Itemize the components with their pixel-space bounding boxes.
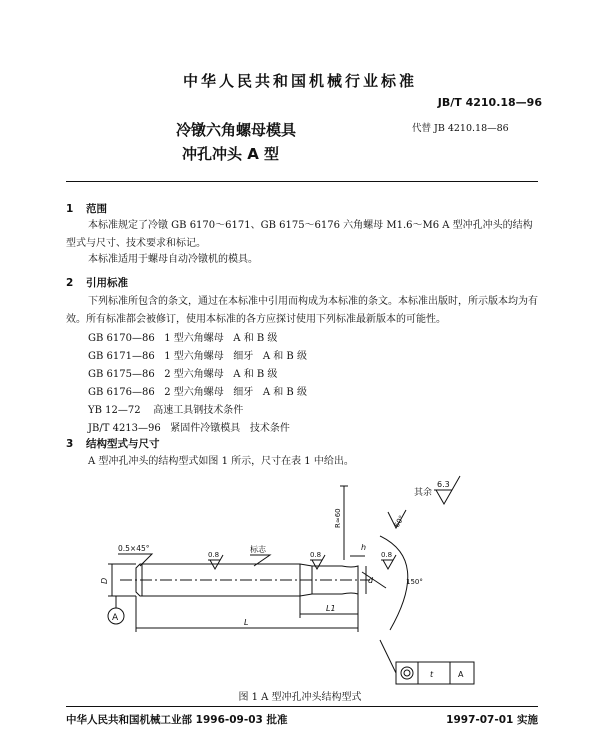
section-2-heading xyxy=(66,275,128,290)
figure-caption: 图 1 A 型冲孔冲头结构型式 xyxy=(238,692,362,703)
reference-item: GB 6170—86 1 型六角螺母 A 和 B 级 xyxy=(88,333,278,344)
angle-60-label: 60° xyxy=(392,514,406,529)
section-2-paragraph: 下列标准所包含的条文，通过在本标准中引用而构成为本标准的条文。本标准出版时，所示版本均为有效。所有标准都会被修订，使用本标准的各方应探讨使用下列标准最新版本的可能性。 xyxy=(66,296,538,325)
dim-h-label: h xyxy=(361,543,367,552)
reference-item: GB 6175—86 2 型六角螺母 A 和 B 级 xyxy=(88,369,278,380)
gtol-value: t xyxy=(430,670,434,679)
radius-label: R≈60 xyxy=(334,508,342,528)
section-title: 引用标准 xyxy=(86,277,128,289)
section-3-heading xyxy=(66,436,160,451)
replaces-note: 代替 JB 4210.18—86 xyxy=(412,123,509,134)
reference-item: JB/T 4213—96 紧固件冷镦模具 技术条件 xyxy=(88,423,290,434)
standard-number: JB/T 4210.18—96 xyxy=(437,96,542,109)
header-rule xyxy=(66,181,538,182)
footer-rule xyxy=(66,706,538,707)
datum-label: A xyxy=(112,613,119,623)
section-1-heading xyxy=(66,201,107,216)
rest-label: 其余 xyxy=(414,488,433,498)
section-number: 1 xyxy=(66,203,74,215)
implementation-note: 1997-07-01 实施 xyxy=(446,714,538,726)
dim-L1-label: L1 xyxy=(326,604,336,613)
approval-note: 中华人民共和国机械工业部 1996-09-03 批准 xyxy=(66,714,288,726)
roughness-value: 0.8 xyxy=(208,551,220,559)
org-title: 中华人民共和国机械行业标准 xyxy=(182,72,417,90)
section-number: 2 xyxy=(66,277,74,289)
gtol-datum: A xyxy=(458,670,464,679)
chamfer-label: 0.5×45° xyxy=(118,544,150,553)
section-1-paragraph-1: 本标准规定了冷镦 GB 6170～6171、GB 6175～6176 六角螺母 M1.6～M6 A 型冲孔冲头的结构型式与尺寸、技术要求和标记。 xyxy=(66,220,533,249)
section-title: 结构型式与尺寸 xyxy=(86,438,160,450)
document-subtitle: 冲孔冲头 A 型 xyxy=(182,145,280,163)
reference-item: GB 6176—86 2 型六角螺母 细牙 A 和 B 级 xyxy=(88,387,307,398)
document-title: 冷镦六角螺母模具 xyxy=(176,121,297,139)
dim-d-label: d xyxy=(368,576,374,585)
section-1-paragraph-2: 本标准适用于螺母自动冷镦机的模具。 xyxy=(88,254,258,265)
section-number: 3 xyxy=(66,438,74,450)
rest-roughness-value: 6.3 xyxy=(437,480,450,489)
roughness-value: 0.8 xyxy=(381,551,393,559)
dim-L-label: L xyxy=(244,618,249,627)
roughness-value: 0.8 xyxy=(310,551,322,559)
reference-item: YB 12—72 高速工具钢技术条件 xyxy=(88,405,244,416)
angle-150-label: 150° xyxy=(406,578,423,586)
reference-item: GB 6171—86 1 型六角螺母 细牙 A 和 B 级 xyxy=(88,351,307,362)
punch-drawing xyxy=(0,470,600,688)
concentricity-icon xyxy=(401,667,413,679)
section-title: 范围 xyxy=(86,203,107,215)
section-3-paragraph: A 型冲孔冲头的结构型式如图 1 所示，尺寸在表 1 中给出。 xyxy=(88,456,354,467)
dim-D-label: D xyxy=(100,577,109,584)
marking-label: 标志 xyxy=(250,545,266,554)
